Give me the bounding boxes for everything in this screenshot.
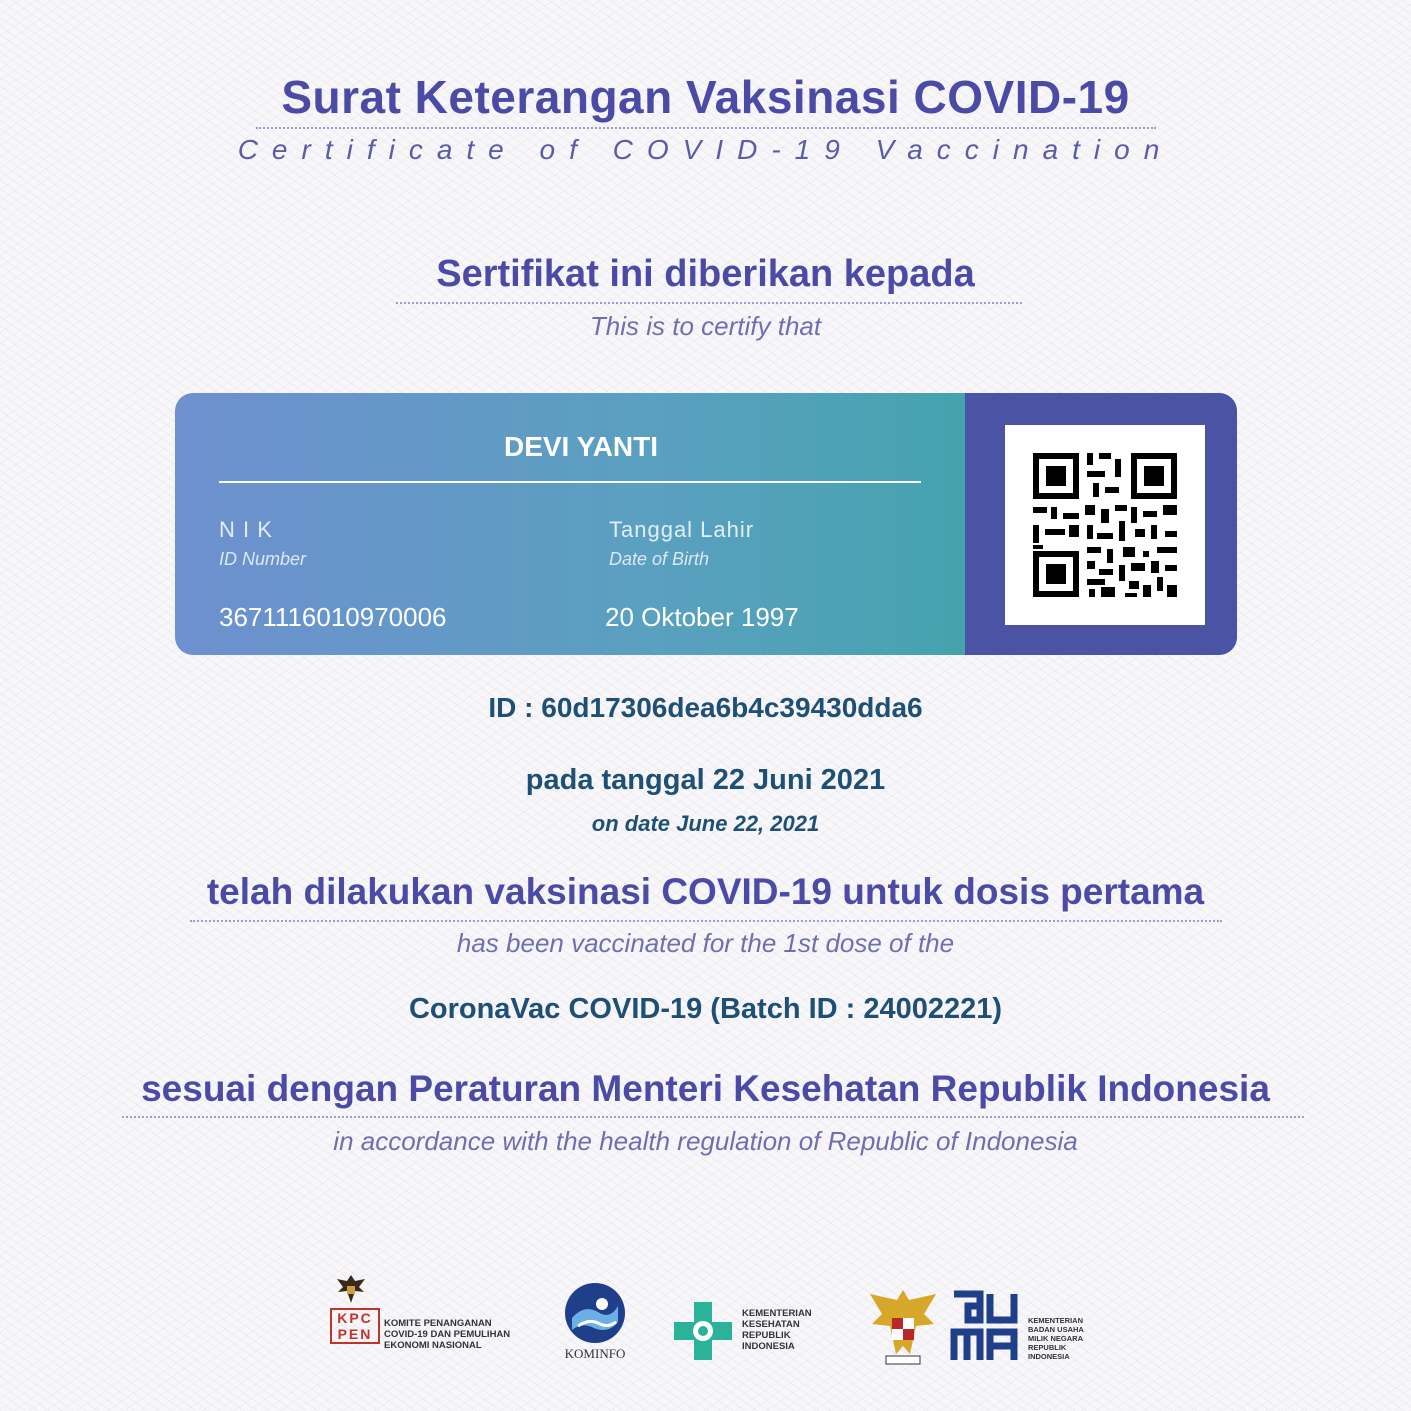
garuda-pancasila-icon [864, 1284, 942, 1368]
bumn-logo [950, 1288, 1090, 1368]
qr-code-icon[interactable] [1005, 425, 1205, 625]
kpcpen-text-line1: KOMITE PENANGANAN [384, 1318, 492, 1329]
qr-panel [965, 393, 1237, 655]
bumn-text-line4: REPUBLIK [1028, 1343, 1067, 1352]
bumn-emblem-icon [950, 1288, 1022, 1366]
kemenkes-logo [670, 1298, 830, 1368]
certificate-id: ID : 60d17306dea6b4c39430dda6 [488, 692, 923, 723]
certificate-subtitle: Certificate of COVID-19 Vaccination [237, 134, 1174, 165]
kemenkes-emblem-icon [670, 1298, 736, 1364]
nik-value: 3671116010970006 [219, 602, 447, 632]
certify-divider [396, 302, 1022, 304]
vaccination-heading: telah dilakukan vaksinasi COVID-19 untuk dosis pertama [206, 871, 1205, 912]
holder-name: DEVI YANTI [503, 431, 659, 462]
kemenkes-text-line1: KEMENTERIAN [742, 1308, 812, 1319]
certify-heading: Sertifikat ini diberikan kepada [436, 253, 975, 295]
vaccination-subheading: has been vaccinated for the 1st dose of the [456, 928, 955, 958]
kemenkes-text-line4: INDONESIA [742, 1341, 795, 1352]
kominfo-text: KOMINFO [564, 1346, 626, 1361]
regulation-divider [122, 1116, 1304, 1118]
kpcpen-mark-line2: PEN [337, 1326, 373, 1342]
name-divider [219, 481, 921, 483]
nik-label: N I K [219, 517, 273, 542]
kpcpen-mark-line1: KPC [337, 1310, 373, 1326]
bumn-text-line3: MILIK NEGARA [1028, 1334, 1083, 1343]
title-divider [256, 127, 1156, 129]
dob-label: Tanggal Lahir [609, 517, 755, 542]
kpcpen-text-line3: EKONOMI NASIONAL [384, 1340, 482, 1351]
kpcpen-text-line2: COVID-19 DAN PEMULIHAN [384, 1329, 511, 1340]
vaccine-batch: CoronaVac COVID-19 (Batch ID : 24002221) [408, 993, 1003, 1025]
kpcpen-logo [330, 1272, 530, 1368]
dob-value: 20 Oktober 1997 [605, 602, 799, 632]
vaccination-divider [190, 920, 1222, 922]
kemenkes-text-line3: REPUBLIK [742, 1330, 791, 1341]
kemenkes-text-line2: KESEHATAN [742, 1319, 800, 1330]
holder-card [175, 393, 1237, 655]
bumn-text-line2: BADAN USAHA [1028, 1325, 1084, 1334]
certify-subheading: This is to certify that [589, 311, 822, 341]
regulation-subheading: in accordance with the health regulation of Republic of Indonesia [333, 1126, 1078, 1156]
vaccination-date-en: on date June 22, 2021 [591, 811, 820, 836]
regulation-heading: sesuai dengan Peraturan Menteri Kesehatan Republik Indonesia [141, 1068, 1270, 1109]
certificate-title: Surat Keterangan Vaksinasi COVID-19 [281, 71, 1130, 123]
garuda-icon [334, 1272, 368, 1306]
dob-label-en: Date of Birth [609, 549, 710, 569]
nik-label-en: ID Number [219, 549, 307, 569]
kominfo-emblem-icon [564, 1282, 626, 1344]
vaccination-date: pada tanggal 22 Juni 2021 [525, 764, 886, 796]
kominfo-logo [554, 1282, 636, 1368]
bumn-text-line1: KEMENTERIAN [1028, 1316, 1084, 1325]
bumn-text-line5: INDONESIA [1028, 1352, 1070, 1361]
